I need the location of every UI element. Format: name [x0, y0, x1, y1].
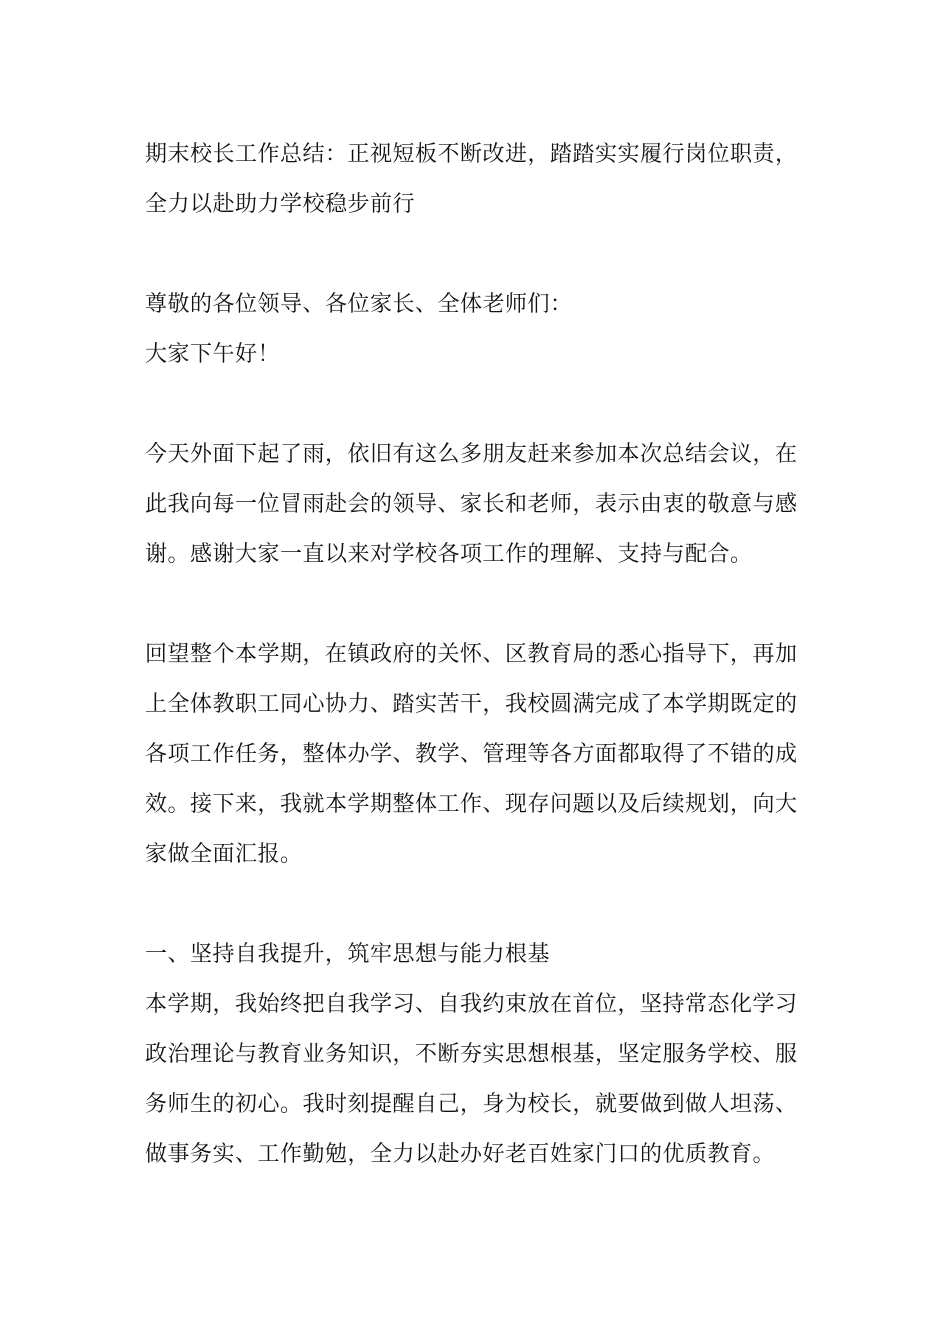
title-line-1: 期末校长工作总结：正视短板不断改进，踏踏实实履行岗位职责， [145, 142, 798, 167]
para2-line-1: 回望整个本学期，在镇政府的关怀、区教育局的悉心指导下，再加 [145, 642, 798, 667]
section1-line-1: 本学期，我始终把自我学习、自我约束放在首位，坚持常态化学习 [145, 992, 798, 1017]
title-line-2: 全力以赴助力学校稳步前行 [145, 192, 416, 217]
para2-line-2: 上全体教职工同心协力、踏实苦干，我校圆满完成了本学期既定的 [145, 692, 798, 717]
document-page [145, 130, 810, 1180]
greeting: 大家下午好！ [145, 342, 281, 367]
para1-line-3: 谢。感谢大家一直以来对学校各项工作的理解、支持与配合。 [145, 542, 753, 567]
spacer [145, 380, 810, 430]
spacer [145, 880, 810, 930]
section1-heading: 一、坚持自我提升，筑牢思想与能力根基 [145, 942, 551, 967]
para2-line-5: 家做全面汇报。 [145, 842, 303, 867]
para1-line-1: 今天外面下起了雨，依旧有这么多朋友赶来参加本次总结会议，在 [145, 442, 798, 467]
section1-line-4: 做事务实、工作勤勉，全力以赴办好老百姓家门口的优质教育。 [145, 1142, 776, 1167]
section1-line-3: 务师生的初心。我时刻提醒自己，身为校长，就要做到做人坦荡、 [145, 1092, 798, 1117]
para2-line-3: 各项工作任务，整体办学、教学、管理等各方面都取得了不错的成 [145, 742, 798, 767]
salutation: 尊敬的各位领导、各位家长、全体老师们： [145, 292, 573, 317]
section1-line-2: 政治理论与教育业务知识，不断夯实思想根基，坚定服务学校、服 [145, 1042, 798, 1067]
para2-line-4: 效。接下来，我就本学期整体工作、现存问题以及后续规划，向大 [145, 792, 798, 817]
spacer [145, 230, 810, 280]
para1-line-2: 此我向每一位冒雨赴会的领导、家长和老师，表示由衷的敬意与感 [145, 492, 798, 517]
spacer [145, 580, 810, 630]
